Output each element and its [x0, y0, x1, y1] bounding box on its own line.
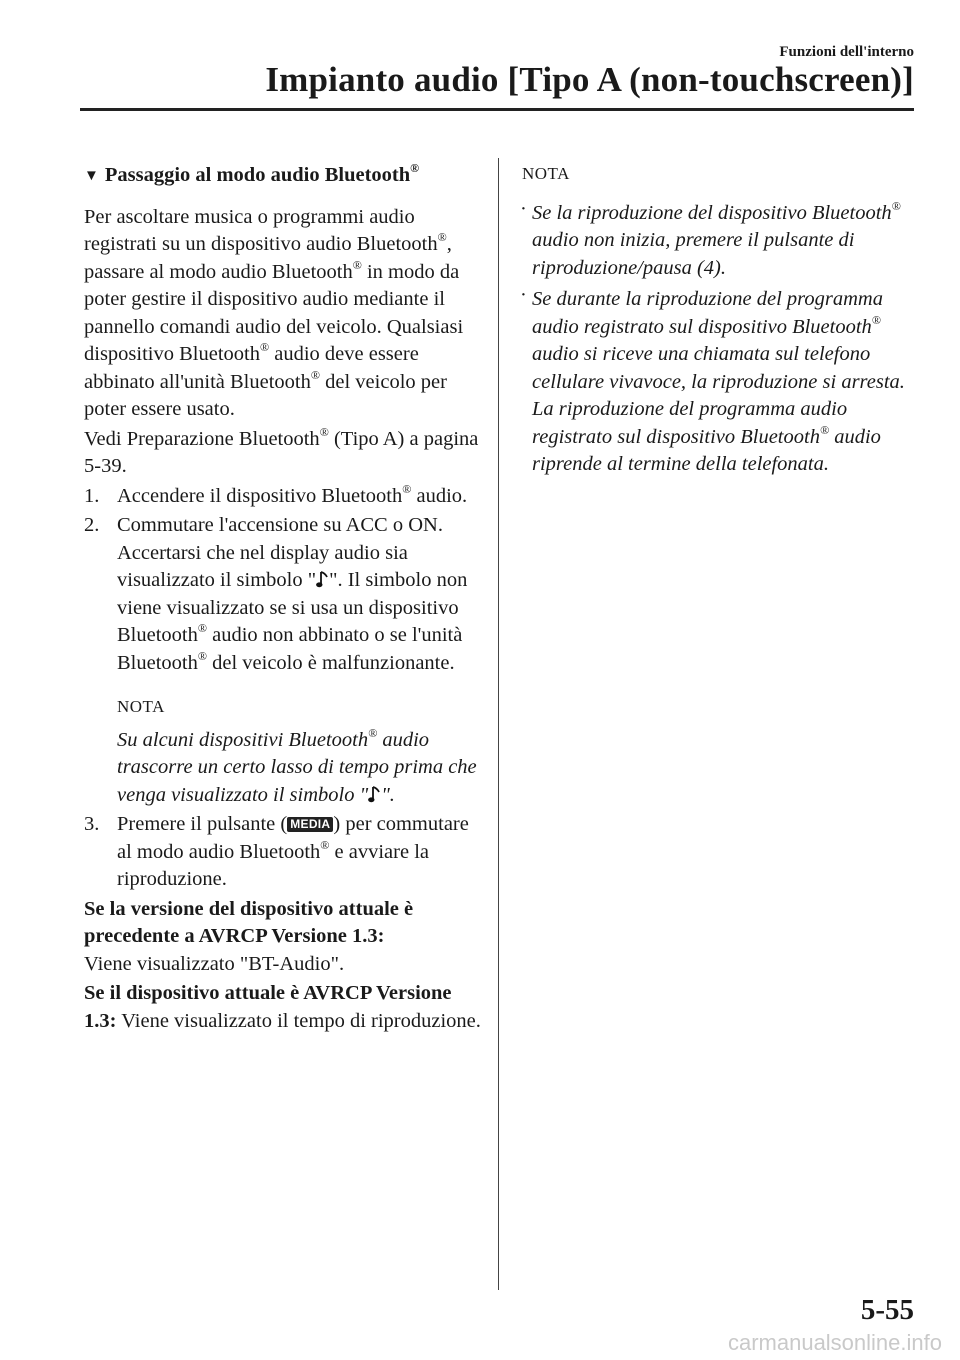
avrcp-new-paragraph: Se il dispositivo attuale è AVRCP Versione 1.3: Viene visualizzato il tempo di riproduzione. — [84, 982, 481, 1032]
triangle-down-icon: ▼ — [84, 168, 99, 184]
page-number: 5-55 — [860, 1294, 914, 1326]
step-number: 3. — [84, 813, 100, 835]
step-3: 3. Premere il pulsante ( MEDIA ) per commutare al modo audio Bluetooth® e avviare la riproduzione. — [84, 811, 484, 894]
note-bullet: · Se durante la riproduzione del programma audio registrato sul dispositivo Bluetooth® audio si riceve una chiamata sul telefono cellulare vivavoce, la riproduzione si arresta. La riproduzione del programma audio registrato sul dispositivo Bluetooth® audio riprende al termine della telefonata. — [520, 284, 905, 475]
step-number: 1. — [84, 484, 100, 507]
heading-text: Passaggio al modo audio Bluetooth — [104, 164, 411, 186]
note-label: NOTA — [522, 164, 570, 183]
step-number: 2. — [84, 514, 100, 536]
registered-mark: ® — [410, 161, 420, 176]
note-label: NOTA — [117, 697, 165, 716]
avrcp-old-paragraph: Se la versione del dispositivo attuale è precedente a AVRCP Versione 1.3: Viene visualizzato "BT-Audio". — [84, 897, 414, 975]
music-note-icon — [316, 570, 329, 589]
intro-paragraph: Per ascoltare musica o programmi audio registrati su un dispositivo audio Bluetooth®, passare al modo audio Bluetooth® in modo da poter gestire il dispositivo audio mediante il pannello comandi audio del veicolo. Qualsiasi dispositivo Bluetooth® audio deve essere abbinato all'unità Bluetooth® del veicolo per poter essere usato. — [84, 205, 464, 420]
music-note-icon — [368, 785, 381, 804]
page-title: Impianto audio [Tipo A (non-touchscreen)] — [265, 60, 914, 99]
bullet-icon: · — [520, 197, 527, 220]
right-column — [520, 160, 920, 479]
left-column — [84, 162, 484, 1037]
media-button-icon: MEDIA — [287, 817, 333, 832]
bullet-icon: · — [520, 284, 527, 306]
header-divider — [80, 108, 914, 111]
note-text: Su alcuni dispositivi Bluetooth® audio trascorre un certo lasso di tempo prima che venga visualizzato il simbolo " ". — [117, 725, 477, 806]
section-heading — [84, 162, 484, 192]
note-bullet: · Se la riproduzione del dispositivo Bluetooth® audio non inizia, premere il pulsante di riproduzione/pausa (4). — [520, 197, 901, 279]
step-2: 2. Commutare l'accensione su ACC o ON. Accertarsi che nel display audio sia visualizzato il simbolo " ". Il simbolo non viene visualizzato se si usa un dispositivo Bluetooth® audio non abbinato o se l'unità Bluetooth® del veicolo è malfunzionante. NOTA Su alcuni dispositivi Bluetooth® audio trascorre un certo lasso di tempo prima che venga visualizzato il simbolo " ". — [84, 512, 484, 809]
step-1: 1. Accendere il dispositivo Bluetooth® audio. — [84, 483, 484, 511]
reference-paragraph: Vedi Preparazione Bluetooth® (Tipo A) a pagina 5-39. — [84, 424, 479, 477]
column-divider — [498, 158, 499, 1290]
watermark: carmanualsonline.info — [727, 1330, 942, 1355]
header-section-label: Funzioni dell'interno — [779, 44, 914, 60]
